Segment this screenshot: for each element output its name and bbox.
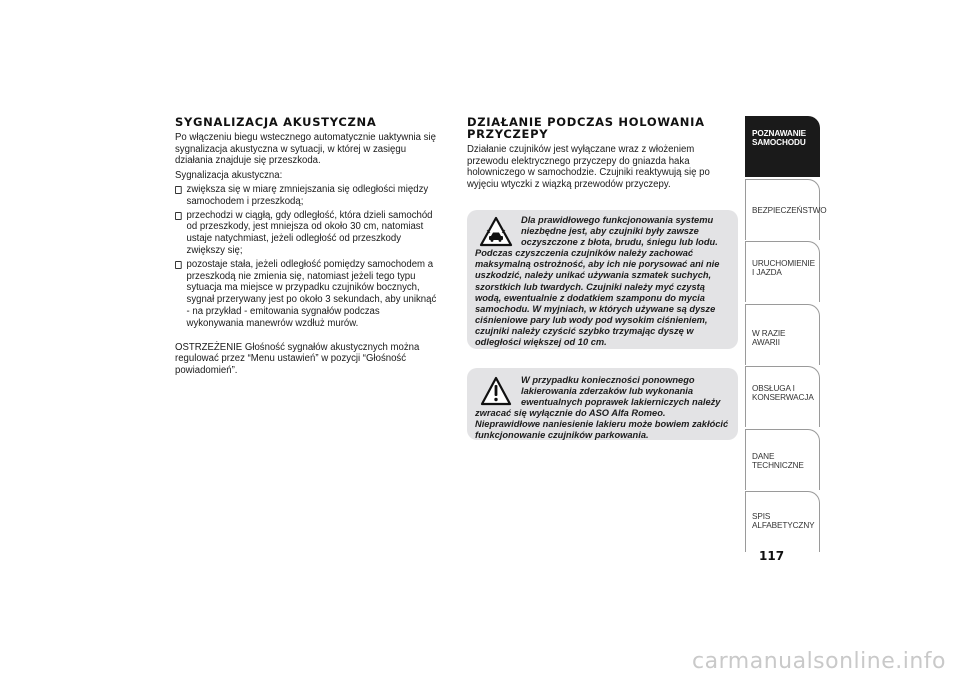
checkbox-bullet-icon: [175, 186, 182, 194]
watermark-text: carmanualsonline.info: [692, 649, 946, 674]
note-box-painting: [467, 368, 738, 440]
tab-poznawanie-samochodu[interactable]: [745, 116, 820, 177]
watermark: [0, 649, 960, 674]
tab-w-razie-awarii[interactable]: [745, 304, 820, 365]
tab-uruchomienie-i-jazda[interactable]: [745, 241, 820, 302]
bullet-item: [175, 184, 439, 207]
tab-label: SPIS ALFABETYCZNY: [752, 512, 815, 530]
note-text-painting: W przypadku konieczności ponownego lakierowania zderzaków lub wykonania ewentualnych poprawek lakierniczych należy zwracać się wyłącznie do ASO Alfa Romeo. Nieprawidłowe naniesienie lakieru może bowiem zakłócić funkcjonowanie czujników parkowania.: [475, 375, 729, 441]
left-column: [175, 116, 450, 379]
checkbox-bullet-icon: [175, 261, 182, 269]
chapter-tabs: [745, 116, 827, 554]
tab-obsluga-i-konserwacja[interactable]: [745, 366, 820, 427]
tab-label: DANE TECHNICZNE: [752, 451, 804, 470]
bullet-text: zwiększa się w miarę zmniejszania się odległości między samochodem i przeszkodą;: [186, 183, 429, 207]
section-title-towing: DZIAŁANIE PODCZAS HOLOWANIA PRZYCZEPY: [467, 115, 705, 141]
warning-triangle-icon: [475, 375, 517, 408]
tab-label: URUCHOMIENIE I JAZDA: [752, 259, 815, 277]
paragraph-acoustic-intro: Po włączeniu biegu wstecznego automatycznie uaktywnia się sygnalizacja akustyczna w sytuacji, w której w zasięgu działania znajduje się przeszkoda.: [175, 132, 436, 167]
section-title-acoustic: SYGNALIZACJA AKUSTYCZNA: [175, 115, 377, 129]
tab-label: BEZPIECZEŃSTWO: [752, 205, 827, 215]
right-column: [467, 116, 739, 193]
car-wash-warning-icon: [475, 215, 517, 248]
bullet-text: pozostaje stała, jeżeli odległość pomiędzy samochodem a przeszkodą nie zmienia się, natomiast jeżeli tego typu sytuacja ma miejsce w przypadku czujników bocznych, sygnał przerywany jest po około 3 sekundach, aby uniknąć - na przykład - emitowania sygnałów podczas wykonywania manewrów wzdłuż murów.: [186, 259, 437, 329]
bullet-item: [175, 210, 439, 257]
checkbox-bullet-icon: [175, 212, 182, 220]
tab-spis-alfabetyczny[interactable]: [745, 491, 820, 552]
paragraph-acoustic-label: Sygnalizacja akustyczna:: [175, 169, 283, 181]
bullet-item: [175, 259, 439, 329]
note-box-cleaning: [467, 210, 738, 349]
bullet-text: przechodzi w ciągłą, gdy odległość, która dzieli samochód od przeszkody, jest mniejsza od około 30 cm, natomiast ustaje natychmiast, jeżeli odległość od przeszkody zwiększy się;: [186, 209, 433, 256]
tab-dane-techniczne[interactable]: [745, 429, 820, 490]
tab-label: OBSŁUGA I KONSERWACJA: [752, 384, 814, 402]
paragraph-towing: Działanie czujników jest wyłączane wraz z włożeniem przewodu elektrycznego przyczepy do gniazda haka holowniczego w samochodzie. Czujniki reaktywują się po wyjęciu wtyczki z wiązką przewodów przyczepy.: [467, 144, 710, 191]
note-text-cleaning: Dla prawidłowego funkcjonowania systemu niezbędne jest, aby czujniki były zawsze oczyszczone z błota, brudu, śniegu lub lodu. Podczas czyszczenia czujników należy zachować maksymalną ostrożność, aby ich nie porysować ani nie uszkodzić, należy unikać używania szmatek suchych, szorstkich lub twardych. Czujniki należy myć czystą wodą, ewentualnie z dodatkiem szamponu do mycia samochodu. W myjniach, w których używane są dysze ciśnieniowe pary lub wody pod wysokim ciśnieniem, czujniki należy czyścić szybko trzymając dyszę w odległości większej od 10 cm.: [475, 215, 720, 348]
tab-label: POZNAWANIE SAMOCHODU: [752, 129, 807, 147]
paragraph-warning-volume: OSTRZEŻENIE Głośność sygnałów akustycznych można regulować przez “Menu ustawień” w pozycji “Głośność powiadomień”.: [175, 341, 420, 377]
page-number: 117: [759, 549, 785, 563]
tab-bezpieczenstwo[interactable]: [745, 179, 827, 240]
tab-label: W RAZIE AWARII: [752, 328, 786, 347]
